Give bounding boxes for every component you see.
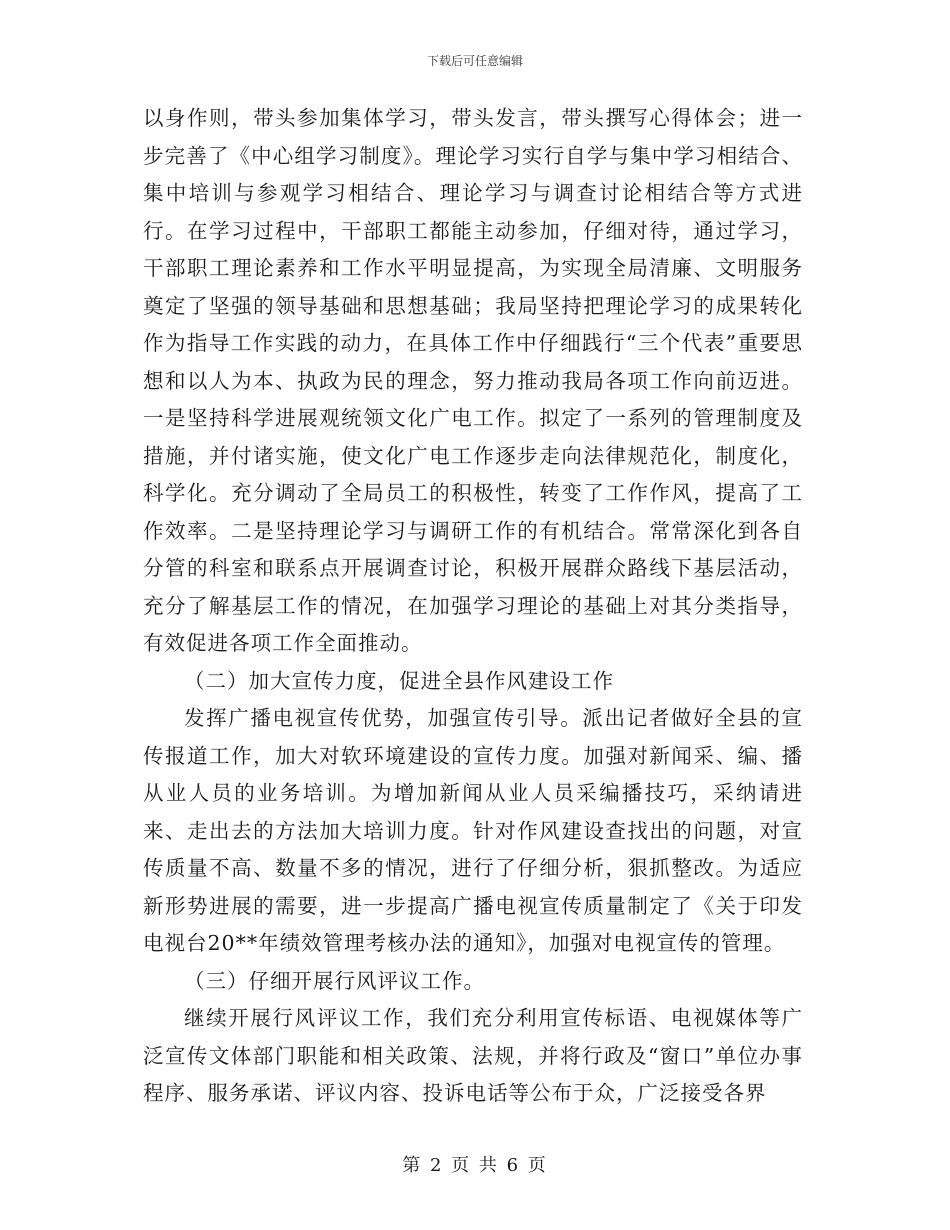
section-heading-3: （三）仔细开展行风评议工作。 [184, 968, 485, 993]
paragraph-2: 发挥广播电视宣传优势，加强宣传引导。派出记者做好全县的宣传报道工作，加大对软环境建设的宣传力度。加强对新闻采、编、播从业人员的业务培训。为增加新闻从业人员采编播技巧，采纳请进来、走出去的方法加大培训力度。针对作风建设查找出的问题，对宣传质量不高、数量不多的情况，进行了仔细分析，狠抓整改。为适应新形势进展的需要，进一步提高广播电视宣传质量制定了《关于印发电视台20**年绩效管理考核办法的通知》，加强对电视宣传的管理。 [143, 706, 803, 955]
page-header-note: 下载后可任意编辑 [426, 54, 523, 68]
paragraph-3: 继续开展行风评议工作，我们充分利用宣传标语、电视媒体等广泛宣传文体部门职能和相关政策、法规，并将行政及“窗口”单位办事程序、服务承诺、评议内容、投诉电话等公布于众，广泛接受各界 [143, 1006, 803, 1105]
document-body [143, 100, 803, 1113]
paragraph-1: 以身作则，带头参加集体学习，带头发言，带头撰写心得体会；进一步完善了《中心组学习制度》。理论学习实行自学与集中学习相结合、集中培训与参观学习相结合、理论学习与调查讨论相结合等方式进行。在学习过程中，干部职工都能主动参加，仔细对待，通过学习，干部职工理论素养和工作水平明显提高，为实现全局清廉、文明服务奠定了坚强的领导基础和思想基础；我局坚持把理论学习的成果转化作为指导工作实践的动力，在具体工作中仔细践行“三个代表”重要思想和以人为本、执政为民的理念，努力推动我局各项工作向前迈进。一是坚持科学进展观统领文化广电工作。拟定了一系列的管理制度及措施，并付诸实施，使文化广电工作逐步走向法律规范化，制度化，科学化。充分调动了全局员工的积极性，转变了工作作风，提高了工作效率。二是坚持理论学习与调研工作的有机结合。常常深化到各自分管的科室和联系点开展调查讨论，积极开展群众路线下基层活动，充分了解基层工作的情况，在加强学习理论的基础上对其分类指导，有效促进各项工作全面推动。 [143, 106, 803, 655]
page-number: 第 2 页 共 6 页 [402, 1155, 548, 1176]
section-heading-2: （二）加大宣传力度，促进全县作风建设工作 [184, 668, 614, 693]
